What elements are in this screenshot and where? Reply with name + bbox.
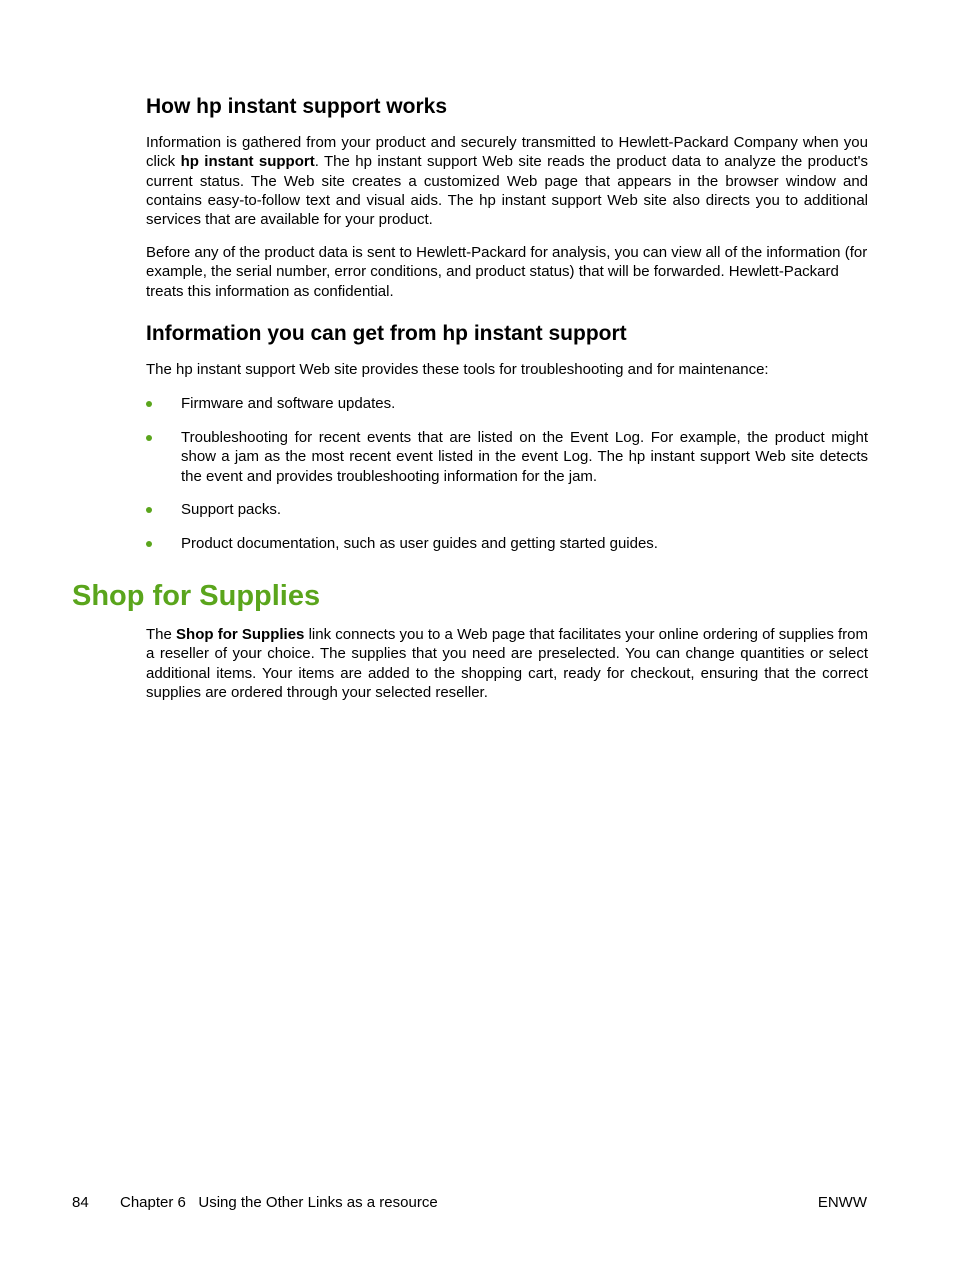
paragraph-text: . The hp instant support Web site reads the product data to analyze the product's current status. The Web site creates a customized Web page that appears in the browser window and contains easy-to-follow text and visual aids. The hp instant support Web site also directs you to additional services that are available for your product. — [146, 153, 868, 229]
list-item-text: Firmware and software updates. — [181, 395, 396, 412]
bullet-icon — [146, 541, 152, 547]
bold-term-shop-for-supplies: Shop for Supplies — [176, 626, 305, 643]
paragraph-text: Information is gathered from your product and securely transmitted to Hewlett-Packard Company when you click — [146, 134, 868, 171]
paragraph-how-it-works — [146, 133, 868, 229]
paragraph-text: The — [146, 626, 177, 643]
paragraph-shop-for-supplies — [146, 625, 868, 702]
footer-chapter-title: Chapter 6 Using the Other Links as a resource — [120, 1194, 438, 1211]
paragraph-data-privacy: Before any of the product data is sent to Hewlett-Packard for analysis, you can view all of the information (for example, the serial number, error conditions, and product status) that will be forwarded. Hewlett-Packard treats this information as confidential. — [146, 244, 868, 300]
section-heading-how-it-works: How hp instant support works — [146, 95, 448, 118]
bullet-icon — [146, 507, 152, 513]
list-item-text: Support packs. — [181, 501, 282, 518]
bullet-icon — [146, 435, 152, 441]
list-item-text: Troubleshooting for recent events that are listed on the Event Log. For example, the product might show a jam as the most recent event listed in the event Log. The hp instant support Web site detects the event and provides troubleshooting information for the jam. — [181, 429, 868, 485]
paragraph-tools-intro: The hp instant support Web site provides these tools for troubleshooting and for maintenance: — [146, 361, 769, 378]
list-item-text: Product documentation, such as user guides and getting started guides. — [181, 535, 658, 552]
bold-term-hp-instant-support: hp instant support — [180, 153, 315, 171]
bullet-icon — [146, 401, 152, 407]
paragraph-text: link connects you to a Web page that facilitates your online ordering of supplies from a reseller of your choice. The supplies that you need are preselected. You can change quantities or select additional items. Your items are added to the shopping cart, ready for checkout, ensuring that the correct supplies are ordered through your selected reseller. — [146, 626, 868, 701]
footer-page-number: 84 — [72, 1194, 89, 1211]
footer-doc-code: ENWW — [817, 1194, 867, 1211]
page-title-shop-for-supplies: Shop for Supplies — [72, 580, 321, 612]
section-heading-information: Information you can get from hp instant support — [146, 322, 627, 345]
